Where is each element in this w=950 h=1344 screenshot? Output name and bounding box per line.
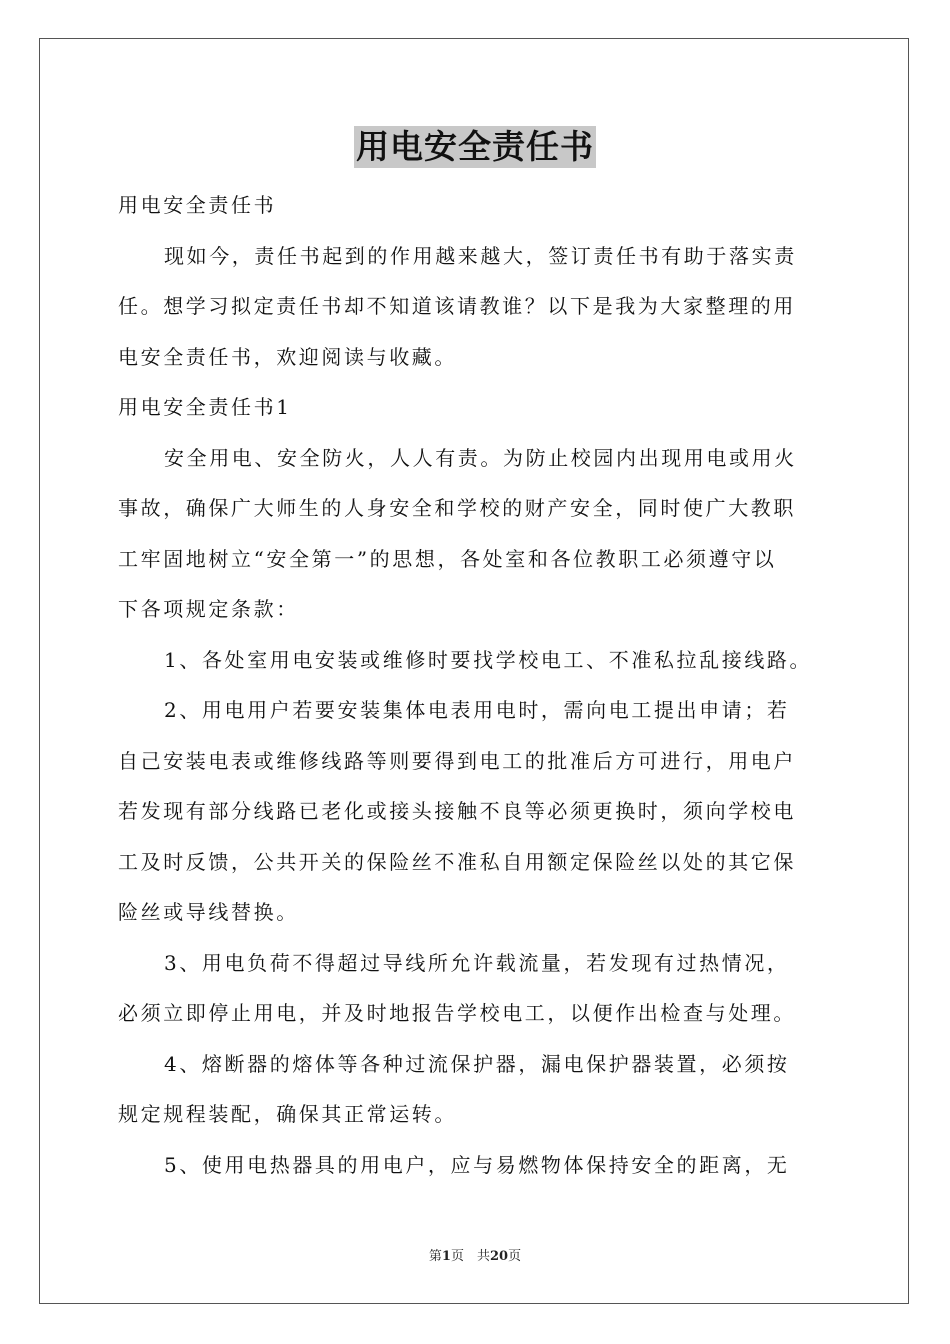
text-line: 4、熔断器的熔体等各种过流保护器，漏电保护器装置，必须按	[164, 1051, 790, 1076]
footer-mid: 页 共	[450, 1249, 490, 1264]
text-line: 现如今，责任书起到的作用越来越大，签订责任书有助于落实责	[164, 243, 797, 268]
document-title: 用电安全责任书	[356, 127, 594, 166]
text-line: 若发现有部分线路已老化或接头接触不良等必须更换时，须向学校电	[118, 799, 796, 823]
text-line: 规定规程装配，确保其正常运转。	[118, 1102, 457, 1126]
text-line: 5、使用电热器具的用电户，应与易燃物体保持安全的距离，无	[164, 1152, 790, 1177]
text-line: 1、各处室用电安装或维修时要找学校电工、不准私拉乱接线路。	[164, 647, 813, 672]
text-line: 任。想学习拟定责任书却不知道该请教谁？以下是我为大家整理的用	[118, 294, 796, 318]
document-body	[118, 180, 834, 1190]
footer-suffix: 页	[508, 1249, 522, 1264]
text-line: 下各项规定条款：	[118, 597, 299, 621]
current-page-number: 1	[441, 1249, 451, 1264]
title-container	[0, 126, 950, 168]
text-line: 3、用电负荷不得超过导线所允许载流量，若发现有过热情况，	[164, 950, 790, 975]
footer-prefix: 第	[428, 1249, 442, 1264]
total-pages-number: 20	[489, 1249, 509, 1264]
text-line: 必须立即停止用电，并及时地报告学校电工，以便作出检查与处理。	[118, 1001, 796, 1025]
page-footer	[0, 1248, 950, 1266]
text-line: 事故，确保广大师生的人身安全和学校的财产安全，同时使广大教职	[118, 496, 796, 520]
text-line: 电安全责任书，欢迎阅读与收藏。	[118, 344, 457, 369]
text-line: 险丝或导线替换。	[118, 900, 299, 924]
text-line: 自己安装电表或维修线路等则要得到电工的批准后方可进行，用电户	[118, 748, 796, 773]
text-line: 工牢固地树立“安全第一”的思想，各处室和各位教职工必须遵守以	[118, 546, 777, 571]
text-line: 2、用电用户若要安装集体电表用电时，需向电工提出申请；若	[164, 698, 790, 722]
text-line: 用电安全责任书1	[118, 395, 292, 419]
text-line: 工及时反馈，公共开关的保险丝不准私自用额定保险丝以处的其它保	[118, 849, 796, 874]
text-line: 用电安全责任书	[118, 193, 277, 217]
text-line: 安全用电、安全防火，人人有责。为防止校园内出现用电或用火	[164, 445, 797, 470]
